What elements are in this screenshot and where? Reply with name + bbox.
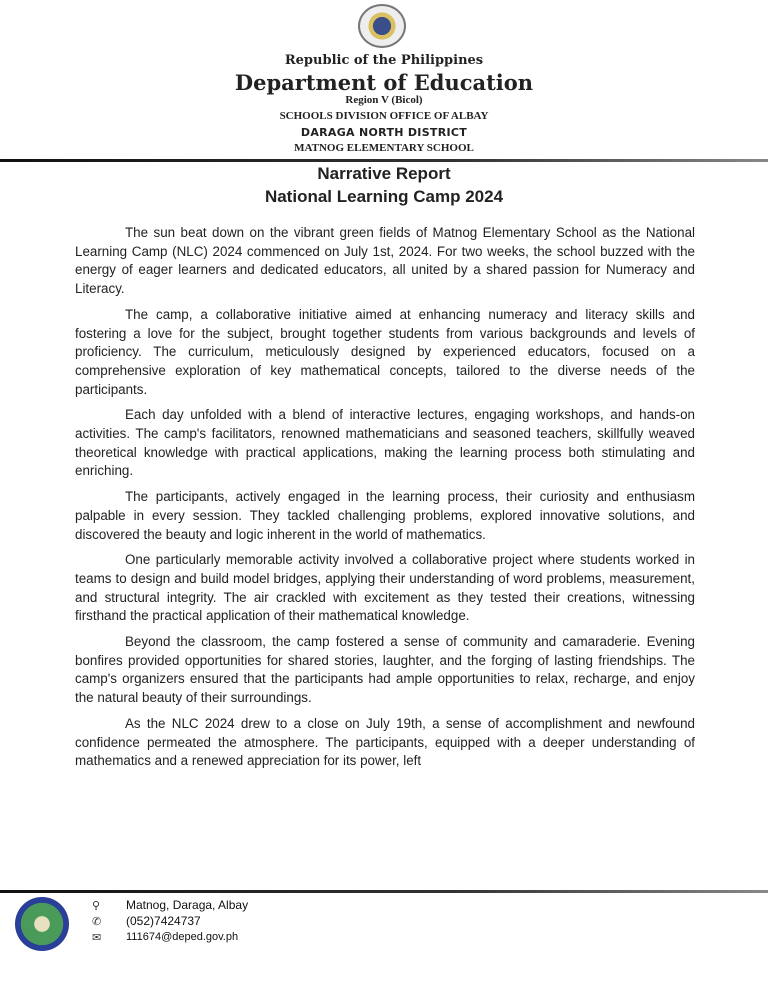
region-heading: Region V (Bicol) (345, 94, 423, 106)
paragraph: As the NLC 2024 drew to a close on July 19th, a sense of accomplishment and newfound confidence permeated the atmosphere. The participants, equipped with a deeper understanding of mathematics and a renewed appreciation for its power, left (75, 715, 695, 769)
district-heading: DARAGA NORTH DISTRICT (300, 126, 468, 139)
paragraph: The sun beat down on the vibrant green fields of Matnog Elementary School as the National Learning Camp (NLC) 2024 commenced on July 1st, 2024. For two weeks, the school buzzed with the energy of eager learners and dedicated educators, all united by a shared passion for Numeracy and Literacy. (75, 225, 695, 297)
paragraph: Beyond the classroom, the camp fostered a sense of community and camaraderie. Evening bonfires provided opportunities for shared stories, laughter, and the forging of lasting friendships. The camp's organizers ensured that the participants had ample opportunities to relax, recharge, and enjoy the natural beauty of their surroundings. (75, 634, 695, 706)
footer-divider (0, 890, 768, 893)
deped-seal-logo (358, 4, 406, 48)
paragraph: The participants, actively engaged in the learning process, their curiosity and enthusiasm palpable in every session. They tackled challenging problems, explored innovative solutions, and discovered the beauty and logic inherent in the world of mathematics. (75, 489, 695, 542)
email-icon: ✉ (92, 932, 102, 944)
paragraph: The camp, a collaborative initiative aimed at enhancing numeracy and literacy skills and fostering a love for the subject, brought together students from various backgrounds and levels of proficiency. The curriculum, meticulously designed by experienced educators, focused on a comprehensive exploration of key mathematical concepts, tailored to the diverse needs of the participants. (75, 306, 695, 397)
report-body (75, 224, 695, 778)
report-subtitle: National Learning Camp 2024 (264, 187, 504, 206)
paragraph: One particularly memorable activity involved a collaborative project where students worked in teams to design and build model bridges, applying their understanding of word problems, measurement, and structural integrity. The air crackled with excitement as they tested their creations, witnessing firsthand the practical application of their mathematical knowledge. (75, 552, 695, 624)
report-title: Narrative Report (317, 164, 451, 183)
footer-phone: (052)7424737 (126, 914, 201, 928)
footer-address: Matnog, Daraga, Albay (126, 898, 249, 912)
division-heading: SCHOOLS DIVISION OFFICE OF ALBAY (279, 110, 489, 122)
phone-icon: ✆ (92, 916, 102, 928)
school-logo (15, 897, 69, 951)
paragraph: Each day unfolded with a blend of interactive lectures, engaging workshops, and hands-on activities. The camp's facilitators, renowned mathematicians and seasoned teachers, skillfully weaved theoretical knowledge with practical applications, making the learning process both stimulating and enriching. (75, 407, 695, 479)
department-heading: Department of Education (234, 70, 534, 95)
footer-email: 111674@deped.gov.ph (126, 931, 239, 943)
school-heading: MATNOG ELEMENTARY SCHOOL (294, 142, 474, 154)
republic-heading: Republic of the Philippines (284, 53, 484, 68)
location-pin-icon: ⚲ (92, 900, 101, 912)
